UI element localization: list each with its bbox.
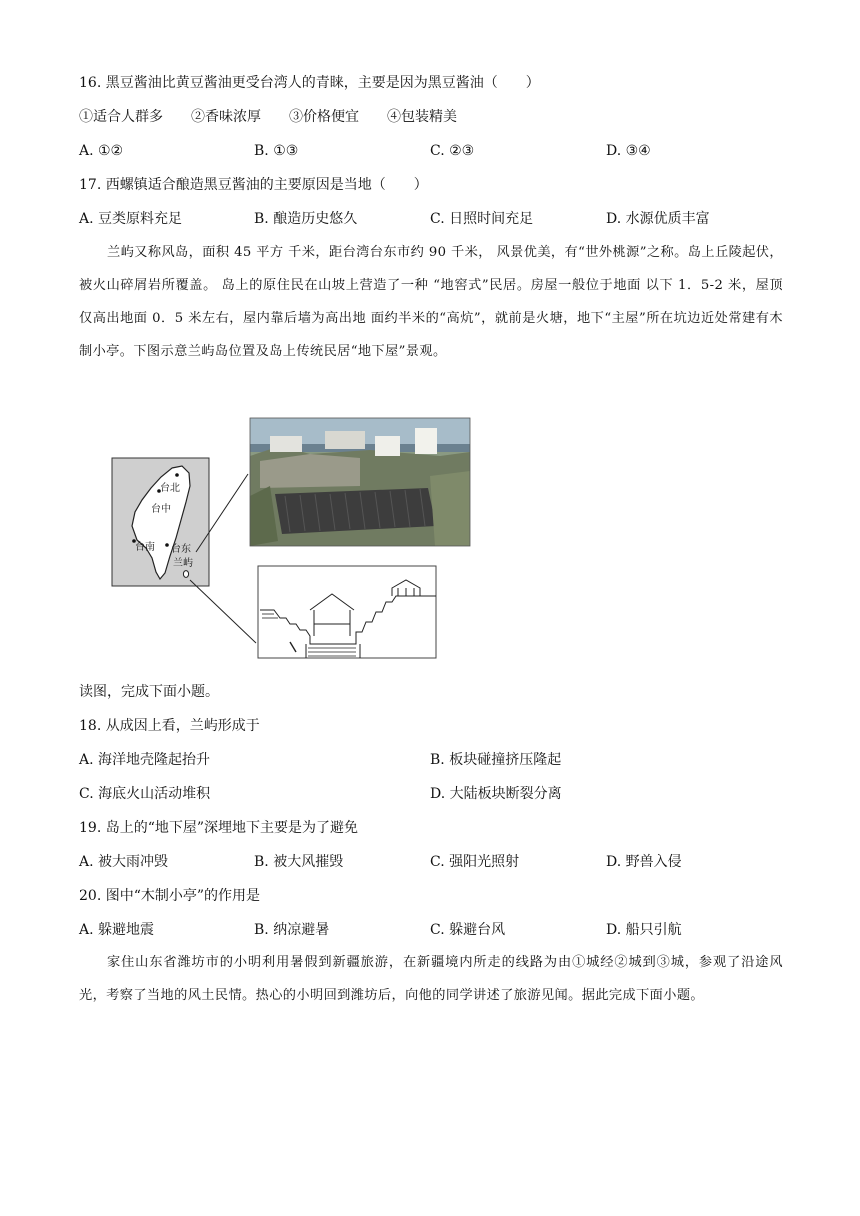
taipei-dot [175, 473, 179, 477]
q16-option-b[interactable]: B. ①③ [254, 143, 299, 159]
q19-option-b[interactable]: B. 被大风摧毁 [254, 854, 344, 870]
q20-options [79, 920, 783, 940]
q17-option-b[interactable]: B. 酿造历史悠久 [254, 211, 358, 227]
leader-line-section [190, 580, 256, 643]
q19-stem: 19. 岛上的“地下屋”深埋地下主要是为了避免 [79, 820, 359, 836]
q20-option-b[interactable]: B. 纳凉避暑 [254, 922, 330, 938]
q18-option-d[interactable]: D. 大陆板块断裂分离 [430, 786, 562, 802]
q19-option-a[interactable]: A. 被大雨冲毁 [79, 854, 169, 870]
q17-option-c[interactable]: C. 日照时间充足 [430, 211, 534, 227]
q16-option-d[interactable]: D. ③④ [606, 143, 651, 159]
passage-xinjiang-text: 家住山东省潍坊市的小明利用暑假到新疆旅游，在新疆境内所走的线路为由①城经②城到③城，参观了沿途风光，考察了当地的风土民情。热心的小明回到潍坊后，向他的同学讲述了旅游见闻。据此完成下面小题。 [79, 955, 783, 1003]
figure-svg [110, 416, 480, 662]
q17-options [79, 209, 783, 229]
cross-section-sketch [258, 566, 436, 658]
q17-stem: 17. 西螺镇适合酿造黑豆酱油的主要原因是当地（ ） [79, 177, 428, 193]
q20-stem: 20. 图中“木制小亭”的作用是 [79, 888, 261, 904]
passage-xinjiang [79, 946, 783, 1012]
q19-option-d[interactable]: D. 野兽入侵 [606, 854, 682, 870]
q16-options [79, 141, 783, 161]
q18-stem: 18. 从成因上看，兰屿形成于 [79, 718, 260, 734]
q18-options-row2 [79, 784, 783, 804]
q20-option-c[interactable]: C. 躲避台风 [430, 922, 506, 938]
read-figure-instruction: 读图，完成下面小题。 [79, 684, 219, 700]
q16-stem: 16. 黑豆酱油比黄豆酱油更受台湾人的青睐，主要是因为黑豆酱油（ ） [79, 75, 540, 91]
map-label-taizhong: 台中 [151, 504, 171, 515]
q17-option-d[interactable]: D. 水源优质丰富 [606, 211, 710, 227]
taidong-dot [165, 543, 169, 547]
q19-options [79, 852, 783, 872]
photo-underground-house [250, 418, 470, 546]
q18-option-a[interactable]: A. 海洋地壳隆起抬升 [79, 752, 211, 768]
q17-option-a[interactable]: A. 豆类原料充足 [79, 211, 183, 227]
passage-lanyu [79, 236, 783, 368]
q18-option-b[interactable]: B. 板块碰撞挤压隆起 [430, 752, 562, 768]
map-label-tainan: 台南 [135, 542, 155, 553]
q19-option-c[interactable]: C. 强阳光照射 [430, 854, 520, 870]
map-label-taidong: 台东 [171, 544, 191, 555]
q18-options-row1 [79, 750, 783, 770]
map-label-lanyu: 兰屿 [173, 558, 193, 569]
q20-option-d[interactable]: D. 船只引航 [606, 922, 682, 938]
figure-lanyu [110, 416, 480, 662]
q16-option-c[interactable]: C. ②③ [430, 143, 475, 159]
map-label-taipei: 台北 [160, 483, 180, 494]
q18-option-c[interactable]: C. 海底火山活动堆积 [79, 786, 211, 802]
lanyu-island-shape [183, 571, 188, 578]
q20-option-a[interactable]: A. 躲避地震 [79, 922, 155, 938]
q16-items: ①适合人群多 ②香味浓厚 ③价格便宜 ④包装精美 [79, 109, 457, 125]
q16-option-a[interactable]: A. ①② [79, 143, 124, 159]
passage-lanyu-text: 兰屿又称风岛，面积 45 平方 千米，距台湾台东市约 90 千米， 风景优美，有“世外桃源”之称。岛上丘陵起伏，被火山碎屑岩所覆盖。 岛上的原住民在山坡上营造了一种 “地窖式”民居。房屋一般位于地面 以下 1．5-2 米，屋顶仅高出地面 0．5 米左右，屋内靠后墙为高出地 面约半米的“高炕”，就前是火塘，地下“主屋”所在坑边近处常建有木制小亭。下图示意兰屿岛位置及岛上传统民居“地下屋”景观。 [79, 245, 783, 359]
